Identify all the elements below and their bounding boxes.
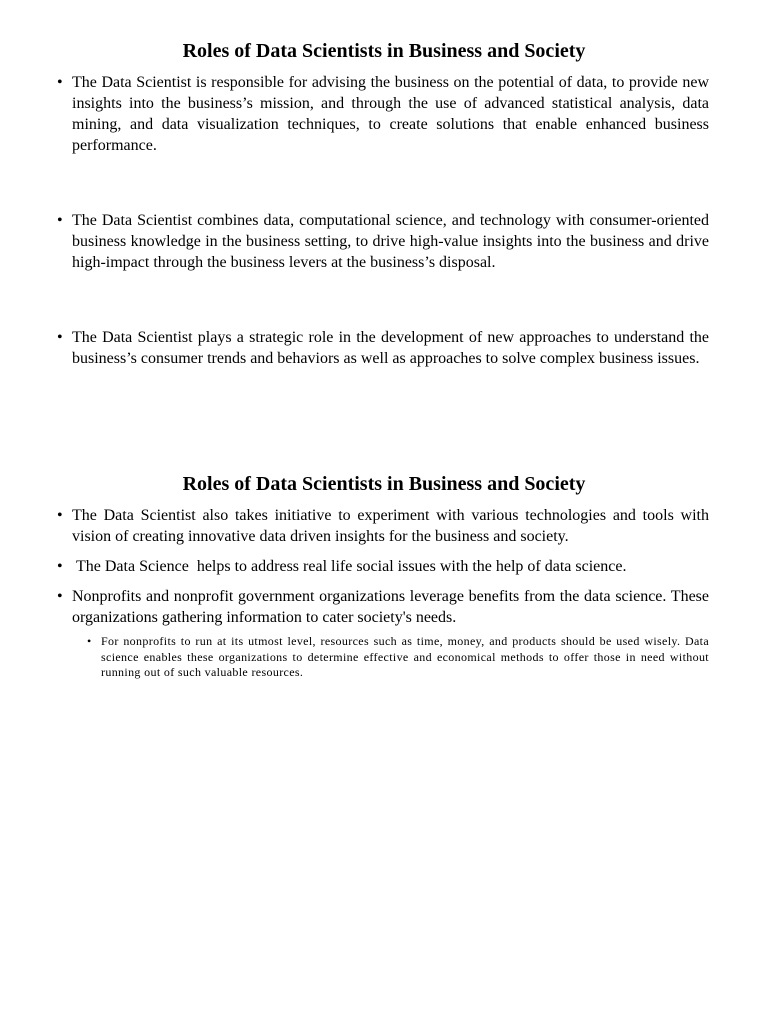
bullet-list — [0, 72, 768, 369]
list-item: • The Data Scientist plays a strategic role in the development of new approaches to understand the business’s consumer trends and behaviors as well as approaches to solve complex business issues. — [72, 327, 709, 369]
list-item: • The Data Scientist also takes initiative to experiment with various technologies and tools with vision of creating innovative data driven insights for the business and society. — [72, 505, 709, 547]
bullet-list — [0, 505, 768, 681]
slide-1 — [0, 38, 768, 369]
list-item-text: The Data Science helps to address real life social issues with the help of data science. — [72, 558, 627, 575]
slide-2 — [0, 471, 768, 690]
page-title: Roles of Data Scientists in Business and Society — [182, 40, 586, 62]
sub-bullet-list — [72, 634, 709, 681]
list-item: • The Data Scientist is responsible for advising the business on the potential of data, to provide new insights into the business’s mission, and through the use of advanced statistical analysis, data mining, and data visualization techniques, to create solutions that enable enhanced business performance. — [72, 72, 709, 156]
sub-list-item: • For nonprofits to run at its utmost level, resources such as time, money, and products should be used wisely. Data science enables these organizations to determine effective and economical methods to offer those in need without running out of such valuable resources. — [101, 634, 709, 681]
list-item-text: Nonprofits and nonprofit government organizations leverage benefits from the data science. These organizations gathering information to cater society's needs. — [72, 588, 709, 626]
page-title: Roles of Data Scientists in Business and Society — [182, 473, 586, 495]
list-item — [72, 586, 709, 681]
list-item: • The Data Scientist combines data, computational science, and technology with consumer-oriented business knowledge in the business setting, to drive high-value insights into the business and drive high-impact through the business levers at the business’s disposal. — [72, 210, 709, 273]
list-item — [72, 556, 709, 577]
